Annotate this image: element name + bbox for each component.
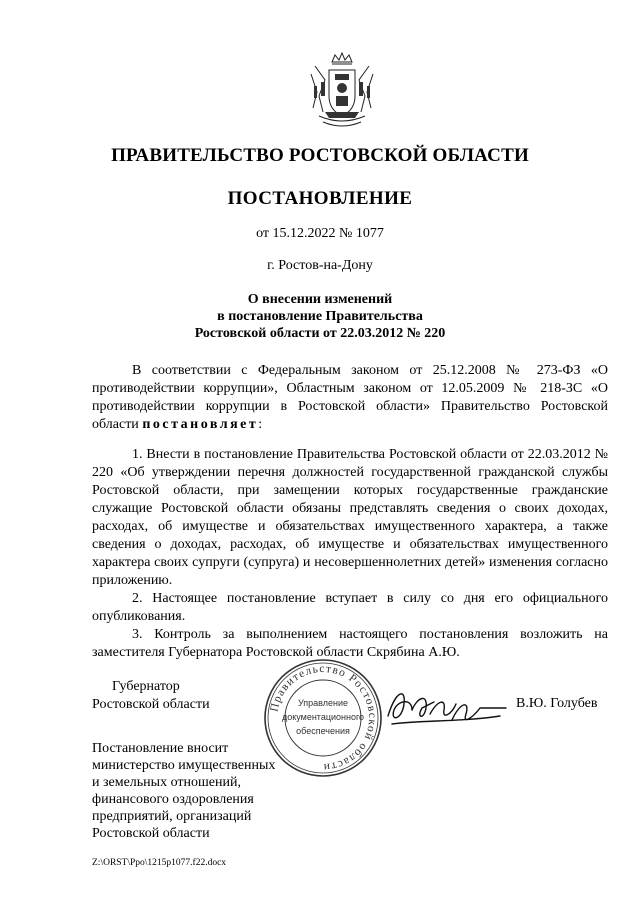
preamble-paragraph [92,362,608,434]
decree-item: 2. Настоящее постановление вступает в силу со дня его официального опубликования. [92,591,608,624]
official-seal-icon [261,656,385,780]
preamble-end: : [258,417,263,432]
coat-of-arms-icon [305,52,379,132]
preamble-text: В соответствии с Федеральным законом от 25.12.2008 № 273-ФЗ «О противодействии коррупции», Областным законом от 12.05.2009 № 218-ЗС «О противодействии коррупции в Ростовской области» Правительство Ростовской области [92,363,608,432]
submitted-by-line: Постановление вносит [92,741,229,756]
org-title: ПРАВИТЕЛЬСТВО РОСТОВСКОЙ ОБЛАСТИ [111,145,529,166]
file-path: Z:\ORST\Ppo\1215p1077.f22.docx [92,858,227,868]
signatory-name: В.Ю. Голубев [516,696,598,711]
decree-item: 1. Внести в постановление Правительства Ростовской области от 22.03.2012 № 220 «Об утверждении перечня должностей государственной гражданской службы Ростовской области, при замещении которых государственные гражданские служащие Ростовской области обязаны представлять сведения о своих доходах, расходах, об имуществе и обязательствах имущественного характера, а также сведения о доходах, расходах, об имуществе и обязательствах имущественного характера своих супруги (супруга) и несовершеннолетних детей» изменения согласно приложению. [92,447,608,588]
signatory-position [92,678,210,714]
submitted-by-line: Ростовской области [92,826,210,841]
submitted-by-block [92,740,275,842]
decree-items [92,446,608,662]
decree-keyword: постановляет [142,417,259,432]
seal-inner-line: Управление [297,698,349,708]
handwritten-signature-icon [382,680,510,732]
seal-ring-text: Правительство Ростовской области [268,662,379,774]
subject-line: О внесении изменений [247,292,393,307]
submitted-by-line: финансового оздоровления [92,792,254,807]
submitted-by-line: предприятий, организаций [92,809,252,824]
document-date-number: от 15.12.2022 № 1077 [256,226,384,241]
submitted-by-line: и земельных отношений, [92,775,241,790]
signatory-position-line: Губернатор [112,679,180,694]
document-city: г. Ростов-на-Дону [267,258,373,273]
subject-line: Ростовской области от 22.03.2012 № 220 [194,326,446,341]
decree-item: 3. Контроль за выполнением настоящего постановления возложить на заместителя Губернатора Ростовской области Скрябина А.Ю. [92,627,608,660]
seal-inner-line: обеспечения [296,726,350,736]
signatory-position-line: Ростовской области [92,697,210,712]
seal-inner-line: документационного [281,712,365,722]
submitted-by-line: министерство имущественных [92,758,276,773]
document-type-title: ПОСТАНОВЛЕНИЕ [227,188,413,209]
document-subject [0,291,640,342]
subject-line: в постановление Правительства [217,309,423,324]
